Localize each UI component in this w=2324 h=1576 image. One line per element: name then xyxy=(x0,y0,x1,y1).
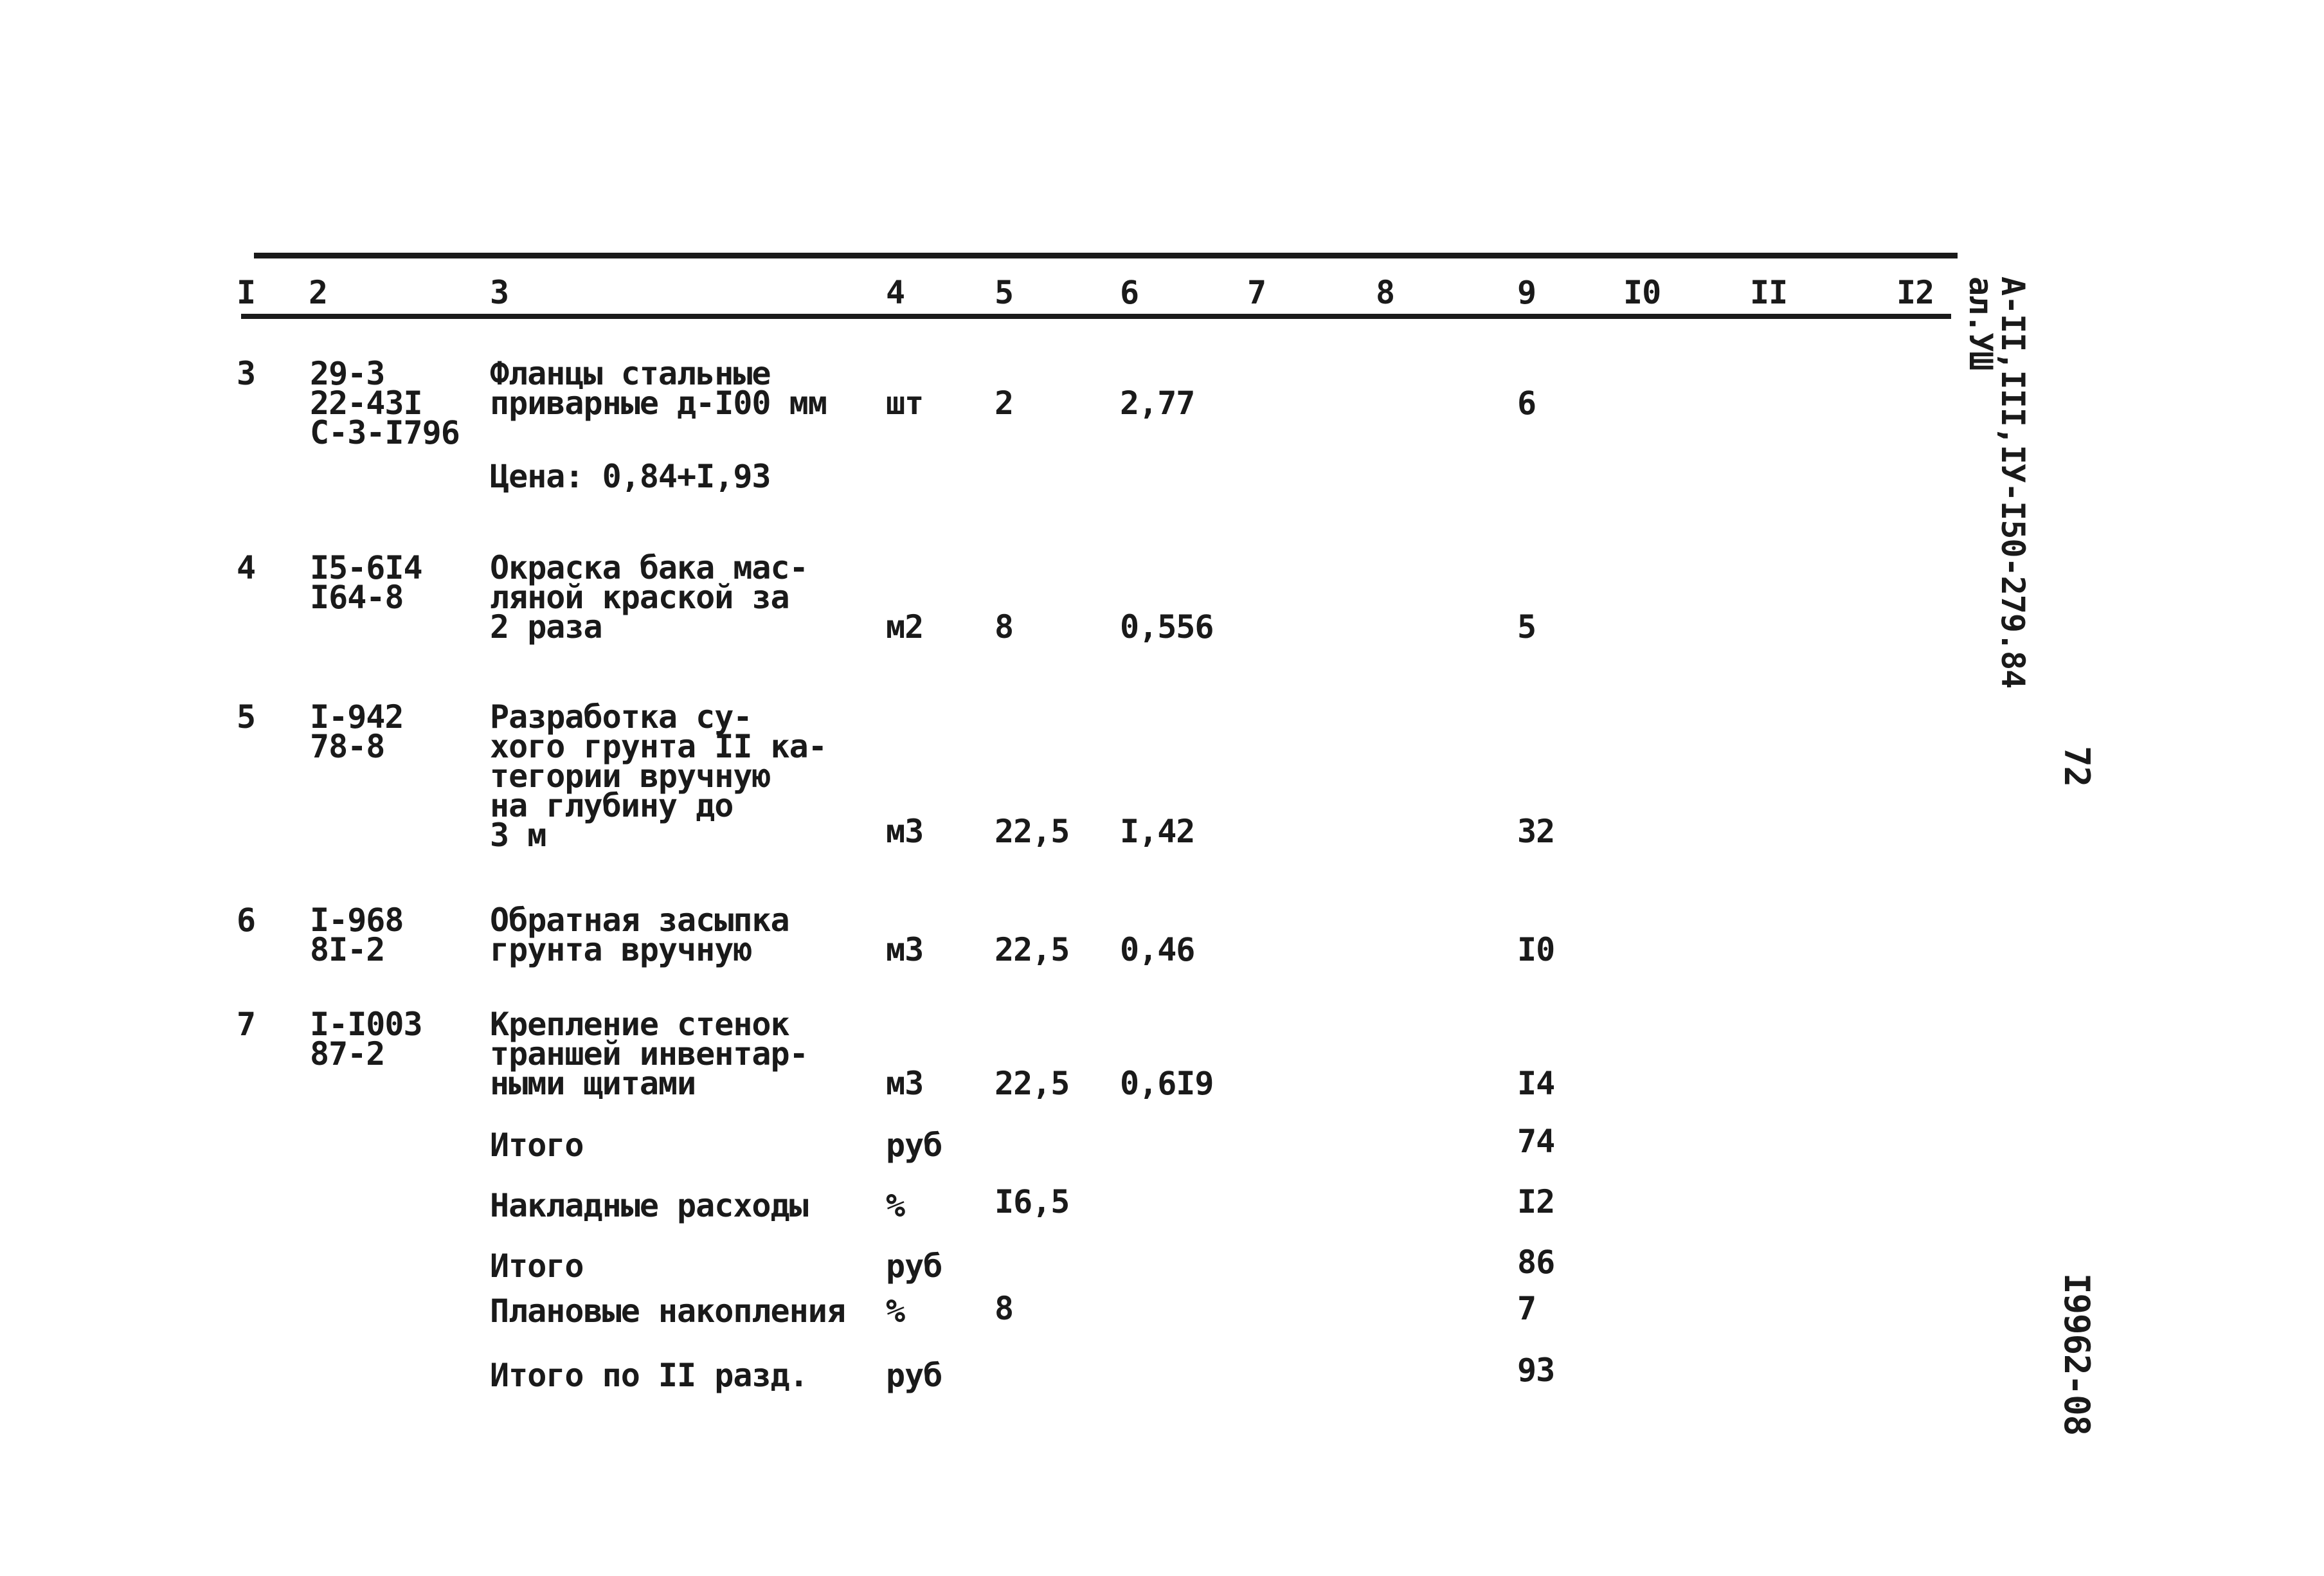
row-3-price: 2,77 xyxy=(1120,385,1195,422)
summary-unit: % xyxy=(886,1292,905,1330)
row-6-code: I-968 8I-2 xyxy=(310,901,404,968)
summary-qty: I6,5 xyxy=(995,1183,1070,1220)
summary-unit: руб xyxy=(886,1127,942,1164)
row-5-desc: Разработка су- хого грунта II ка- тегории вручную на глубину до 3 м xyxy=(490,698,827,854)
summary-label: Плановые накопления xyxy=(490,1292,845,1330)
summary-label: Итого xyxy=(490,1247,584,1285)
col-header-11: II xyxy=(1750,274,1788,311)
summary-label: Накладные расходы xyxy=(490,1187,808,1224)
archive-number: I9962-08 xyxy=(2057,1273,2097,1436)
row-7-unit: м3 xyxy=(886,1065,924,1102)
col-header-5: 5 xyxy=(995,274,1014,311)
row-6-num: 6 xyxy=(237,901,256,939)
row-7-code: I-I003 87-2 xyxy=(310,1006,422,1073)
col-header-4: 4 xyxy=(886,274,905,311)
summary-label: Итого по II разд. xyxy=(490,1357,808,1394)
row-7-total: I4 xyxy=(1517,1065,1555,1102)
row-4-qty: 8 xyxy=(995,608,1014,646)
col-header-3: 3 xyxy=(490,274,509,311)
row-5-unit: м3 xyxy=(886,813,924,850)
row-4-num: 4 xyxy=(237,549,256,586)
summary-label: Итого xyxy=(490,1127,584,1164)
header-underline xyxy=(241,314,1951,319)
row-3-code: 29-3 22-43I C-3-I796 xyxy=(310,355,460,451)
row-6-total: I0 xyxy=(1517,931,1555,968)
row-5-num: 5 xyxy=(237,698,256,736)
row-4-code: I5-6I4 I64-8 xyxy=(310,549,422,616)
row-7-price: 0,6I9 xyxy=(1120,1065,1214,1102)
row-6-price: 0,46 xyxy=(1120,931,1195,968)
table-top-rule xyxy=(254,253,1958,258)
row-4-desc: Окраска бака мас- ляной краской за 2 раза xyxy=(490,549,808,646)
row-6-desc: Обратная засыпка грунта вручную xyxy=(490,901,789,968)
row-3-desc: Фланцы стальные приварные д-I00 мм xyxy=(490,355,827,422)
row-3-qty: 2 xyxy=(995,385,1014,422)
row-7-qty: 22,5 xyxy=(995,1065,1070,1102)
col-header-6: 6 xyxy=(1120,274,1139,311)
doc-code-line-1: А-II,III,IУ-I50-279.84 xyxy=(1994,276,2031,689)
col-header-12: I2 xyxy=(1896,274,1934,311)
col-header-1: I xyxy=(237,274,256,311)
row-7-desc: Крепление стенок траншей инвентар- ными щитами xyxy=(490,1006,808,1102)
summary-total: 93 xyxy=(1517,1352,1555,1389)
col-header-10: I0 xyxy=(1623,274,1661,311)
row-3-total: 6 xyxy=(1517,385,1536,422)
summary-unit: руб xyxy=(886,1357,942,1394)
col-header-7: 7 xyxy=(1247,274,1266,311)
summary-total: 74 xyxy=(1517,1123,1555,1160)
row-7-num: 7 xyxy=(237,1006,256,1043)
summary-unit: руб xyxy=(886,1247,942,1285)
row-5-qty: 22,5 xyxy=(995,813,1070,850)
row-4-total: 5 xyxy=(1517,608,1536,646)
row-4-price: 0,556 xyxy=(1120,608,1214,646)
doc-code-line-2: ал.УШ xyxy=(1962,276,1999,370)
summary-total: 7 xyxy=(1517,1290,1536,1327)
row-6-unit: м3 xyxy=(886,931,924,968)
row-3-price-note: Цена: 0,84+I,93 xyxy=(490,458,771,495)
col-header-9: 9 xyxy=(1517,274,1536,311)
row-5-price: I,42 xyxy=(1120,813,1195,850)
row-6-qty: 22,5 xyxy=(995,931,1070,968)
row-3-num: 3 xyxy=(237,355,256,392)
col-header-8: 8 xyxy=(1376,274,1395,311)
page-number: 72 xyxy=(2057,746,2097,787)
row-4-unit: м2 xyxy=(886,608,924,646)
summary-total: I2 xyxy=(1517,1183,1555,1220)
summary-unit: % xyxy=(886,1187,905,1224)
summary-total: 86 xyxy=(1517,1244,1555,1281)
row-5-code: I-942 78-8 xyxy=(310,698,404,765)
row-5-total: 32 xyxy=(1517,813,1555,850)
col-header-2: 2 xyxy=(309,274,328,311)
row-3-unit: шт xyxy=(886,385,924,422)
summary-qty: 8 xyxy=(995,1290,1014,1327)
